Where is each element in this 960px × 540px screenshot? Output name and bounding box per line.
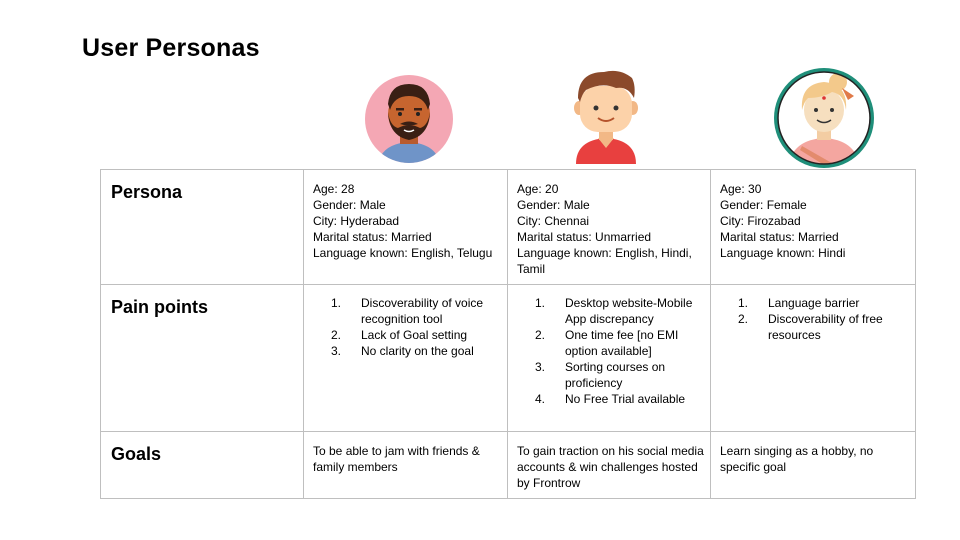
row-label-goals: Goals [111, 444, 162, 464]
row-header-cell [101, 432, 304, 499]
persona-city: City: Hyderabad [313, 214, 400, 228]
page-title: User Personas [82, 34, 260, 62]
persona-city: City: Chennai [517, 214, 590, 228]
pain-point-item: 4. No Free Trial available [534, 392, 686, 406]
pain-point-item: 2. Discoverability of free resources [737, 312, 883, 342]
persona-marital-status: Marital status: Unmarried [517, 230, 652, 244]
table-row-persona [101, 170, 916, 285]
personas-table [100, 169, 916, 499]
persona-gender: Gender: Male [313, 198, 386, 212]
pain-points-list [711, 285, 915, 343]
young-man-avatar-icon [572, 68, 640, 164]
persona-marital-status: Marital status: Married [720, 230, 839, 244]
persona-goal: To be able to jam with friends & family members [313, 444, 480, 474]
pain-point-item: 3. No clarity on the goal [330, 344, 474, 358]
table-row-goals [101, 432, 916, 499]
pain-points-cell [711, 285, 916, 432]
pain-point-item: 3. Sorting courses on proficiency [534, 360, 666, 390]
row-label-pain-points: Pain points [111, 297, 209, 317]
woman-avatar-icon [772, 66, 876, 170]
persona-city: City: Firozabad [720, 214, 801, 228]
pain-points-list [304, 285, 507, 359]
persona-goal: To gain traction on his social media accounts & win challenges hosted by Frontrow [517, 444, 704, 490]
pain-point-item: 1. Desktop website-Mobile App discrepancy [534, 296, 693, 326]
pain-points-cell [508, 285, 711, 432]
row-label-persona: Persona [111, 182, 183, 202]
pain-point-item: 1. Discoverability of voice recognition tool [330, 296, 484, 326]
goal-cell [304, 432, 508, 499]
persona-gender: Gender: Female [720, 198, 807, 212]
persona-age: Age: 28 [313, 182, 355, 196]
persona-age: Age: 30 [720, 182, 762, 196]
pain-points-list [508, 285, 710, 407]
persona-age: Age: 20 [517, 182, 559, 196]
persona-languages: Language known: English, Hindi, Tamil [517, 246, 692, 276]
persona-languages: Language known: Hindi [720, 246, 846, 260]
goal-cell [711, 432, 916, 499]
pain-point-item: 2. One time fee [no EMI option available] [534, 328, 679, 358]
persona-gender: Gender: Male [517, 198, 590, 212]
bearded-man-avatar-icon [364, 74, 454, 164]
persona-info-cell [508, 170, 711, 285]
pain-point-item: 2. Lack of Goal setting [330, 328, 468, 342]
table-row-pain-points [101, 285, 916, 432]
persona-languages: Language known: English, Telugu [313, 246, 493, 260]
row-header-cell [101, 285, 304, 432]
persona-info-cell [711, 170, 916, 285]
pain-points-cell [304, 285, 508, 432]
pain-point-item: 1. Language barrier [737, 296, 860, 310]
goal-cell [508, 432, 711, 499]
row-header-cell [101, 170, 304, 285]
persona-goal: Learn singing as a hobby, no specific goal [720, 444, 874, 474]
persona-marital-status: Marital status: Married [313, 230, 432, 244]
persona-info-cell [304, 170, 508, 285]
